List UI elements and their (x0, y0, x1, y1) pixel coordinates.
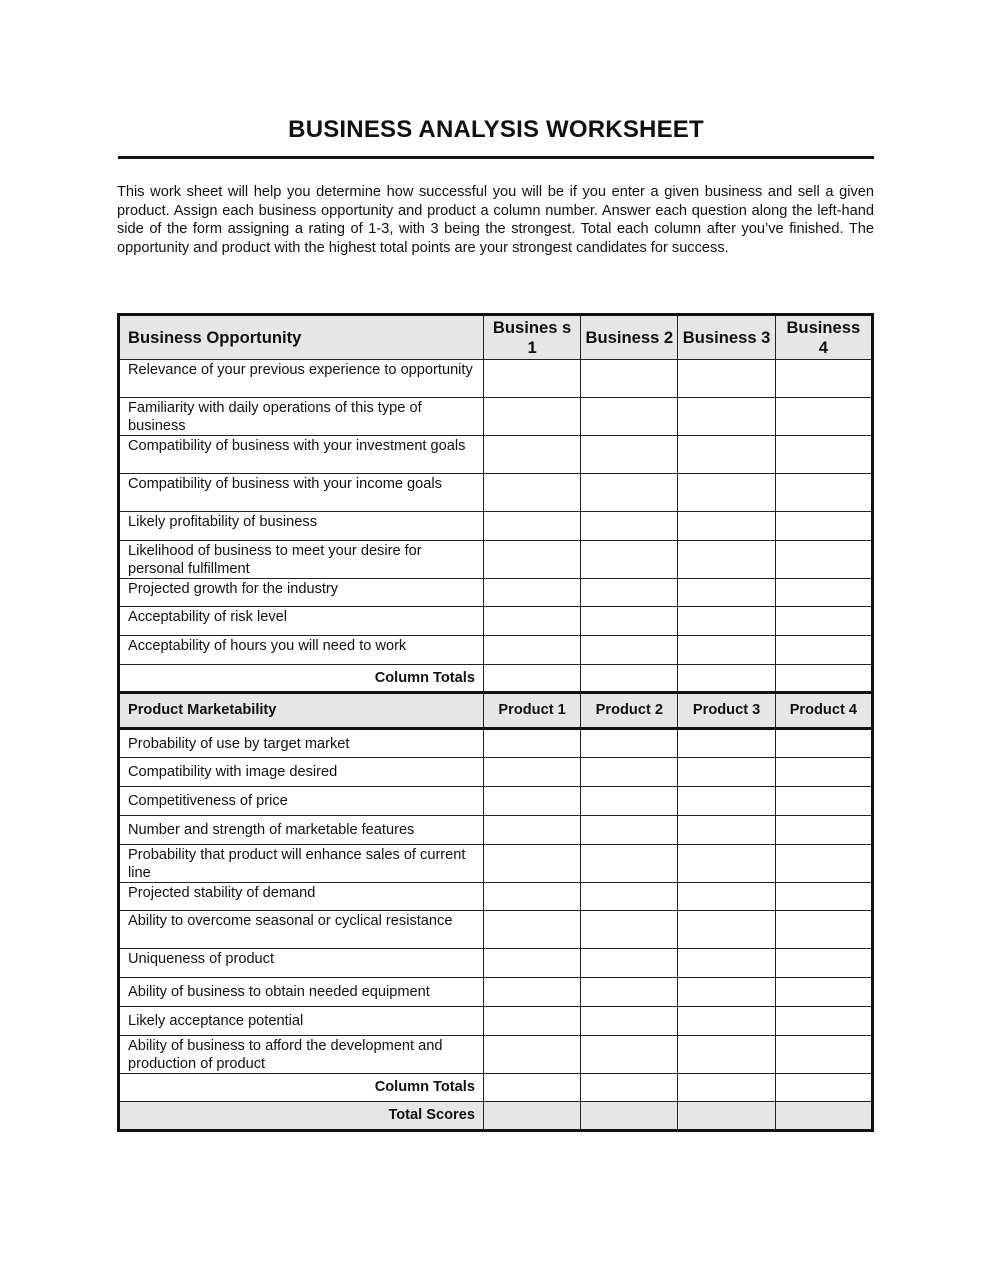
rating-cell[interactable] (678, 883, 775, 911)
business-column-header: Business 4 (775, 315, 872, 360)
product-header-row (119, 693, 873, 729)
rating-cell[interactable] (483, 845, 580, 883)
table-row (119, 1036, 873, 1074)
rating-cell[interactable] (678, 541, 775, 579)
rating-cell[interactable] (483, 978, 580, 1007)
question-label: Relevance of your previous experience to opportunity (119, 360, 484, 398)
question-label: Likely acceptance potential (119, 1007, 484, 1036)
table-row (119, 360, 873, 398)
table-row (119, 729, 873, 758)
rating-cell[interactable] (581, 787, 678, 816)
rating-cell[interactable] (581, 474, 678, 512)
rating-cell[interactable] (678, 978, 775, 1007)
rating-cell[interactable] (775, 949, 872, 978)
rating-cell[interactable] (483, 512, 580, 541)
business-column-header: Business 2 (581, 315, 678, 360)
question-label: Acceptability of hours you will need to work (119, 636, 484, 665)
rating-cell[interactable] (483, 360, 580, 398)
product-marketability-heading: Product Marketability (119, 693, 484, 729)
question-label: Ability of business to obtain needed equipment (119, 978, 484, 1007)
table-row (119, 978, 873, 1007)
question-label: Competitiveness of price (119, 787, 484, 816)
table-row (119, 474, 873, 512)
table-row (119, 512, 873, 541)
rating-cell[interactable] (483, 436, 580, 474)
rating-cell[interactable] (581, 1036, 678, 1074)
table-row (119, 579, 873, 607)
rating-cell[interactable] (775, 816, 872, 845)
rating-cell[interactable] (775, 512, 872, 541)
rating-cell[interactable] (581, 949, 678, 978)
rating-cell[interactable] (678, 1007, 775, 1036)
rating-cell[interactable] (775, 758, 872, 787)
product-column-header: Product 3 (678, 693, 775, 729)
rating-cell[interactable] (483, 474, 580, 512)
product-column-header: Product 2 (581, 693, 678, 729)
page-title: BUSINESS ANALYSIS WORKSHEET (288, 116, 704, 143)
question-label: Probability that product will enhance sales of current line (119, 845, 484, 883)
rating-cell[interactable] (483, 1007, 580, 1036)
rating-cell[interactable] (775, 474, 872, 512)
rating-cell[interactable] (581, 436, 678, 474)
table-row (119, 541, 873, 579)
rating-cell[interactable] (581, 607, 678, 636)
rating-cell[interactable] (775, 978, 872, 1007)
rating-cell[interactable] (678, 607, 775, 636)
rating-cell[interactable] (483, 911, 580, 949)
rating-cell[interactable] (775, 360, 872, 398)
question-label: Compatibility of business with your income goals (119, 474, 484, 512)
total-cell[interactable] (581, 665, 678, 693)
rating-cell[interactable] (678, 729, 775, 758)
table-row (119, 911, 873, 949)
rating-cell[interactable] (775, 911, 872, 949)
question-label: Ability of business to afford the development and production of product (119, 1036, 484, 1074)
rating-cell[interactable] (483, 398, 580, 436)
rating-cell[interactable] (775, 1036, 872, 1074)
total-cell[interactable] (581, 1074, 678, 1102)
product-column-header: Product 1 (483, 693, 580, 729)
rating-cell[interactable] (678, 787, 775, 816)
table-row (119, 883, 873, 911)
rating-cell[interactable] (581, 398, 678, 436)
table-row (119, 845, 873, 883)
rating-cell[interactable] (678, 398, 775, 436)
rating-cell[interactable] (678, 360, 775, 398)
question-label: Acceptability of risk level (119, 607, 484, 636)
rating-cell[interactable] (678, 474, 775, 512)
rating-cell[interactable] (483, 541, 580, 579)
business-column-header: Busines s 1 (483, 315, 580, 360)
rating-cell[interactable] (678, 911, 775, 949)
column-totals-label: Column Totals (119, 665, 484, 693)
business-opportunity-heading: Business Opportunity (119, 315, 484, 360)
rating-cell[interactable] (775, 579, 872, 607)
total-cell[interactable] (678, 665, 775, 693)
title-divider (118, 156, 874, 159)
rating-cell[interactable] (581, 512, 678, 541)
question-label: Probability of use by target market (119, 729, 484, 758)
rating-cell[interactable] (483, 579, 580, 607)
question-label: Projected growth for the industry (119, 579, 484, 607)
business-column-header: Business 3 (678, 315, 775, 360)
rating-cell[interactable] (775, 436, 872, 474)
question-label: Uniqueness of product (119, 949, 484, 978)
question-label: Number and strength of marketable features (119, 816, 484, 845)
rating-cell[interactable] (678, 845, 775, 883)
product-column-header: Product 4 (775, 693, 872, 729)
rating-cell[interactable] (775, 541, 872, 579)
table-row (119, 758, 873, 787)
rating-cell[interactable] (775, 398, 872, 436)
rating-cell[interactable] (581, 1007, 678, 1036)
column-totals-label: Column Totals (119, 1074, 484, 1102)
rating-cell[interactable] (483, 607, 580, 636)
rating-cell[interactable] (483, 636, 580, 665)
table-row (119, 607, 873, 636)
table-row (119, 949, 873, 978)
score-cell[interactable] (775, 1102, 872, 1131)
total-scores-row (119, 1102, 873, 1131)
table-row (119, 398, 873, 436)
rating-cell[interactable] (581, 758, 678, 787)
question-label: Familiarity with daily operations of this type of business (119, 398, 484, 436)
rating-cell[interactable] (775, 883, 872, 911)
rating-cell[interactable] (678, 758, 775, 787)
rating-cell[interactable] (581, 911, 678, 949)
rating-cell[interactable] (581, 883, 678, 911)
rating-cell[interactable] (678, 436, 775, 474)
rating-cell[interactable] (483, 1036, 580, 1074)
table-row (119, 1007, 873, 1036)
rating-cell[interactable] (775, 1007, 872, 1036)
rating-cell[interactable] (775, 845, 872, 883)
rating-cell[interactable] (483, 949, 580, 978)
rating-cell[interactable] (775, 607, 872, 636)
intro-paragraph: This work sheet will help you determine how successful you will be if you enter a given business and sell a given product. Assign each business opportunity and product a column number. Answer each question along the left-hand side of the form assigning a rating of 1-3, with 3 being the strongest. Total each column after you’ve finished. The opportunity and product with the highest total points are your strongest candidates for success. (117, 184, 874, 256)
rating-cell[interactable] (483, 883, 580, 911)
rating-cell[interactable] (483, 787, 580, 816)
business-header-row (119, 315, 873, 360)
total-cell[interactable] (483, 665, 580, 693)
rating-cell[interactable] (483, 758, 580, 787)
rating-cell[interactable] (678, 1036, 775, 1074)
product-totals-row (119, 1074, 873, 1102)
rating-cell[interactable] (775, 636, 872, 665)
total-cell[interactable] (775, 1074, 872, 1102)
rating-cell[interactable] (581, 729, 678, 758)
table-row (119, 436, 873, 474)
score-cell[interactable] (678, 1102, 775, 1131)
rating-cell[interactable] (775, 729, 872, 758)
question-label: Compatibility with image desired (119, 758, 484, 787)
worksheet-table (117, 313, 874, 1132)
rating-cell[interactable] (678, 816, 775, 845)
business-totals-row (119, 665, 873, 693)
total-cell[interactable] (775, 665, 872, 693)
rating-cell[interactable] (581, 816, 678, 845)
rating-cell[interactable] (581, 978, 678, 1007)
question-label: Compatibility of business with your investment goals (119, 436, 484, 474)
table-row (119, 636, 873, 665)
rating-cell[interactable] (581, 541, 678, 579)
rating-cell[interactable] (678, 579, 775, 607)
table-row (119, 816, 873, 845)
total-cell[interactable] (678, 1074, 775, 1102)
rating-cell[interactable] (581, 579, 678, 607)
score-cell[interactable] (581, 1102, 678, 1131)
rating-cell[interactable] (678, 949, 775, 978)
rating-cell[interactable] (775, 787, 872, 816)
rating-cell[interactable] (678, 636, 775, 665)
rating-cell[interactable] (581, 360, 678, 398)
rating-cell[interactable] (581, 636, 678, 665)
rating-cell[interactable] (581, 845, 678, 883)
question-label: Projected stability of demand (119, 883, 484, 911)
question-label: Likelihood of business to meet your desire for personal fulfillment (119, 541, 484, 579)
total-scores-label: Total Scores (119, 1102, 484, 1131)
rating-cell[interactable] (483, 729, 580, 758)
total-cell[interactable] (483, 1074, 580, 1102)
table-row (119, 787, 873, 816)
rating-cell[interactable] (678, 512, 775, 541)
rating-cell[interactable] (483, 816, 580, 845)
question-label: Likely profitability of business (119, 512, 484, 541)
question-label: Ability to overcome seasonal or cyclical resistance (119, 911, 484, 949)
score-cell[interactable] (483, 1102, 580, 1131)
